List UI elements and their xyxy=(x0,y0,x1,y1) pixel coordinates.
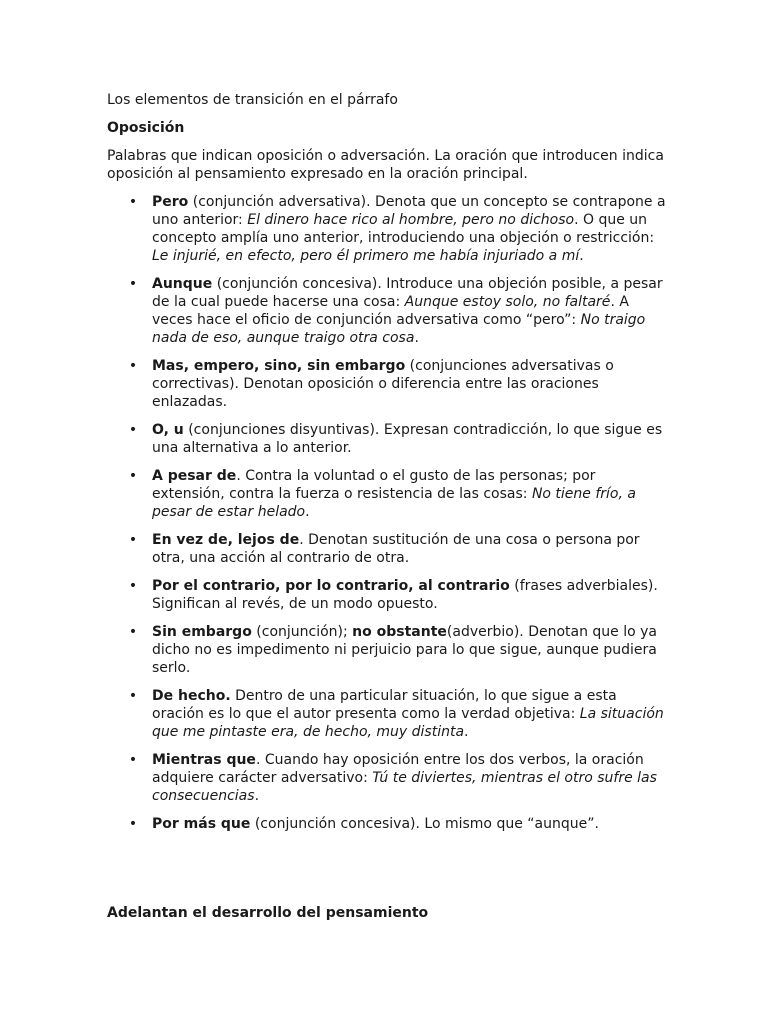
bullet-icon: • xyxy=(128,422,138,438)
bullet-icon: • xyxy=(128,752,138,768)
list-item-mientras-que xyxy=(107,751,667,805)
description: (conjunción); xyxy=(251,624,353,640)
description: (frases adverbiales). Significan al revés, de un modo opuesto. xyxy=(152,578,658,612)
example: No tiene frío, a pesar de estar helado xyxy=(152,486,636,520)
example: No traigo nada de eso, aunque traigo otra cosa xyxy=(152,312,646,346)
list-item-o-u xyxy=(107,421,667,457)
example: El dinero hace rico al hombre, pero no dichoso xyxy=(247,212,575,228)
description: . xyxy=(254,788,260,804)
description: . Denotan sustitución de una cosa o persona por otra, una acción al contrario de otra. xyxy=(152,532,640,566)
bullet-icon: • xyxy=(128,624,138,640)
description: . A veces hace el oficio de conjunción adversativa como “pero”: xyxy=(152,294,629,328)
description: (conjunciones disyuntivas). Expresan contradicción, lo que sigue es una alternativa a lo anterior. xyxy=(152,422,663,456)
description: . O que un concepto amplía uno anterior, introduciendo una objeción o restricción: xyxy=(152,212,655,246)
list-item-en-vez-de xyxy=(107,531,667,567)
document-title: Los elementos de transición en el párrafo xyxy=(107,92,398,108)
list-item-pero xyxy=(107,193,667,265)
list-item-aunque xyxy=(107,275,667,347)
bullet-icon: • xyxy=(128,532,138,548)
example: Le injurié, en efecto, pero él primero me había injuriado a mí xyxy=(152,248,580,264)
description: (conjunción concesiva). Introduce una objeción posible, a pesar de la cual puede hacerse una cosa: xyxy=(152,276,663,310)
list-item-por-mas-que xyxy=(107,815,667,833)
term: Mientras que xyxy=(152,752,256,768)
term: Aunque xyxy=(152,276,213,292)
description: (conjunciones adversativas o correctivas). Denotan oposición o diferencia entre las oraciones enlazadas. xyxy=(152,358,614,410)
term: Mas, empero, sino, sin embargo xyxy=(152,358,406,374)
section-title-desarrollo: Adelantan el desarrollo del pensamiento xyxy=(107,905,429,921)
description: (conjunción adversativa). Denota que un concepto se contrapone a uno anterior: xyxy=(152,194,666,228)
term: Sin embargo xyxy=(152,624,252,640)
term: O, u xyxy=(152,422,184,438)
term: A pesar de xyxy=(152,468,237,484)
bullet-icon: • xyxy=(128,276,138,292)
term: Pero xyxy=(152,194,189,210)
term: En vez de, lejos de xyxy=(152,532,300,548)
bullet-icon: • xyxy=(128,468,138,484)
description: (adverbio). Denotan que lo ya dicho no es impedimento ni perjuicio para lo que sigue, aunque pudiera serlo. xyxy=(152,624,658,676)
example: Aunque estoy solo, no faltaré xyxy=(404,294,611,310)
intro-paragraph: Palabras que indican oposición o adversación. La oración que introducen indica oposición al pensamiento expresado en la oración principal. xyxy=(107,148,664,182)
term: De hecho. xyxy=(152,688,231,704)
bullet-icon: • xyxy=(128,194,138,210)
list-item-sin-embargo xyxy=(107,623,667,677)
term: no obstante xyxy=(352,624,447,640)
description: . Cuando hay oposición entre los dos verbos, la oración adquiere carácter adversativo: xyxy=(152,752,644,786)
description: . Contra la voluntad o el gusto de las personas; por extensión, contra la fuerza o resistencia de las cosas: xyxy=(152,468,596,502)
list-item-a-pesar-de xyxy=(107,467,667,521)
example: La situación que me pintaste era, de hecho, muy distinta xyxy=(152,706,664,740)
description: . xyxy=(464,724,469,740)
description: . xyxy=(414,330,419,346)
section-title-oposicion: Oposición xyxy=(107,120,185,136)
term: Por más que xyxy=(152,816,251,832)
bullet-icon: • xyxy=(128,688,138,704)
description: . xyxy=(579,248,584,264)
list-item-mas-empero xyxy=(107,357,667,411)
list-item-de-hecho xyxy=(107,687,667,741)
list-item-por-el-contrario xyxy=(107,577,667,613)
description: (conjunción concesiva). Lo mismo que “aunque”. xyxy=(250,816,599,832)
description: Dentro de una particular situación, lo que sigue a esta oración es lo que el autor presenta como la verdad objetiva: xyxy=(152,688,617,722)
bullet-icon: • xyxy=(128,816,138,832)
bullet-icon: • xyxy=(128,578,138,594)
term: Por el contrario, por lo contrario, al contrario xyxy=(152,578,510,594)
description: . xyxy=(305,504,310,520)
term-list xyxy=(107,193,667,843)
example: Tú te diviertes, mientras el otro sufre las consecuencias xyxy=(152,770,657,804)
bullet-icon: • xyxy=(128,358,138,374)
